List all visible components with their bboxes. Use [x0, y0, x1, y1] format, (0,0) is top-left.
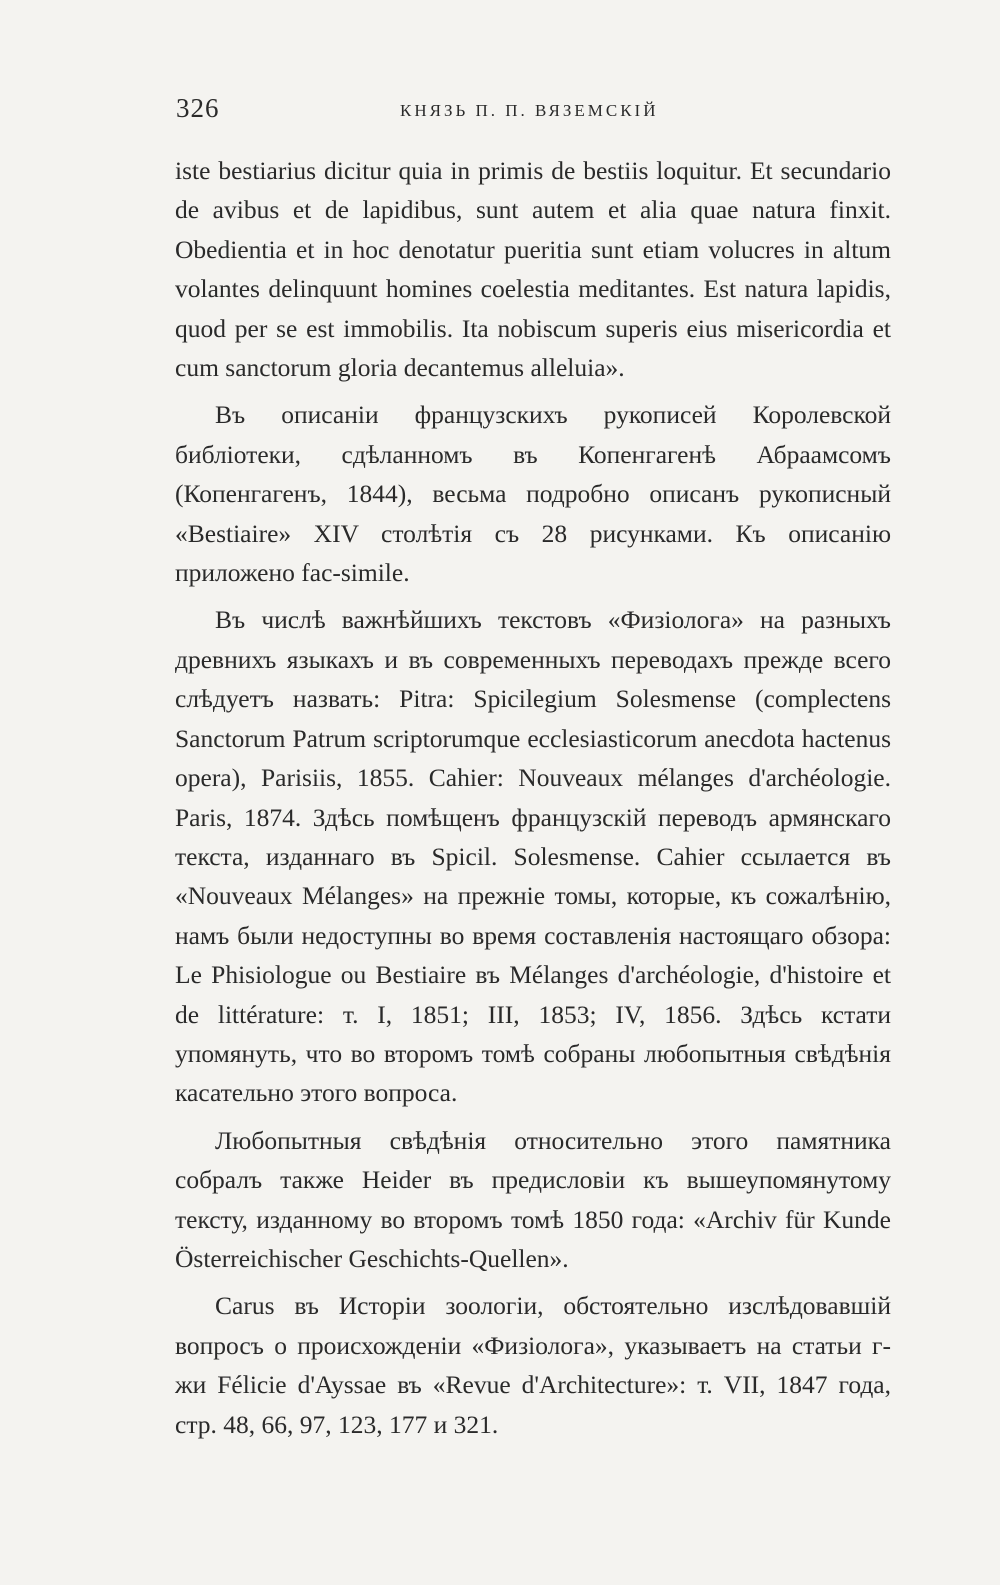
paragraph-latin-quote: iste bestiarius dicitur quia in primis de bestiis loquitur. Et secundario de avibus et de lapidibus, sunt autem et alia quae natura finxit. Obedientia et in hoc denotatur pueritia sunt etiam volucres in altum volantes delinquunt homines coelestia meditantes. Est natura lapidis, quod per se est immobilis. Ita nobiscum superis eius misericordia et cum sanctorum gloria decantemus alleluia».	[175, 156, 891, 383]
page-number: 326	[176, 93, 220, 123]
paragraph-copenhagen-manuscripts: Въ описаніи французскихъ рукописей Королевской библіотеки, сдѣланномъ въ Копенгагенѣ Абраамсомъ (Копенгагенъ, 1844), весьма подробно описанъ рукописный «Bestiaire» XIV столѣтія съ 28 рисунками. Къ описанію приложено fac-simile.	[175, 400, 891, 588]
paragraph-heider: Любопытныя свѣдѣнія относительно этого памятника собралъ также Heider въ предисловіи къ вышеупомянутому тексту, изданному во второмъ томѣ 1850 года: «Archiv für Kunde Österreichischer Geschichts-Quellen».	[175, 1125, 891, 1273]
running-head	[176, 93, 891, 129]
paragraph-carus: Carus въ Исторіи зоологіи, обстоятельно изслѣдовавшій вопросъ о происхожденіи «Физіолога», указываетъ на статьи г-жи Félicie d'Ayssae въ «Revue d'Architecture»: т. VII, 1847 года, стр. 48, 66, 97, 123, 177 и 321.	[175, 1291, 891, 1439]
body-text	[175, 151, 891, 1452]
paragraph-physiologus-texts: Въ числѣ важнѣйшихъ текстовъ «Физіолога» на разныхъ древнихъ языкахъ и въ современныхъ переводахъ прежде всего слѣдуетъ назвать: Pitra: Spicilegium Solesmense (complectens Sanctorum Patrum scriptorumque ecclesiasticorum anecdota hactenus opera), Parisiis, 1855. Cahier: Nouveaux mélanges d'archéologie. Paris, 1874. Здѣсь помѣщенъ французскій переводъ армянскаго текста, изданнаго въ Spicil. Solesmense. Cahier ссылается въ «Nouveaux Mélanges» на прежніе томы, которые, къ сожалѣнію, намъ были недоступны во время составленія настоящаго обзора: Le Phisiologue ou Bestiaire въ Mélanges d'archéologie, d'histoire et de littérature: т. I, 1851; III, 1853; IV, 1856. Здѣсь кстати упомянуть, что во второмъ томѣ собраны любопытныя свѣдѣнія касательно этого вопроса.	[175, 605, 891, 1108]
running-title: КНЯЗЬ П. П. ВЯЗЕМСКІЙ	[400, 101, 659, 120]
